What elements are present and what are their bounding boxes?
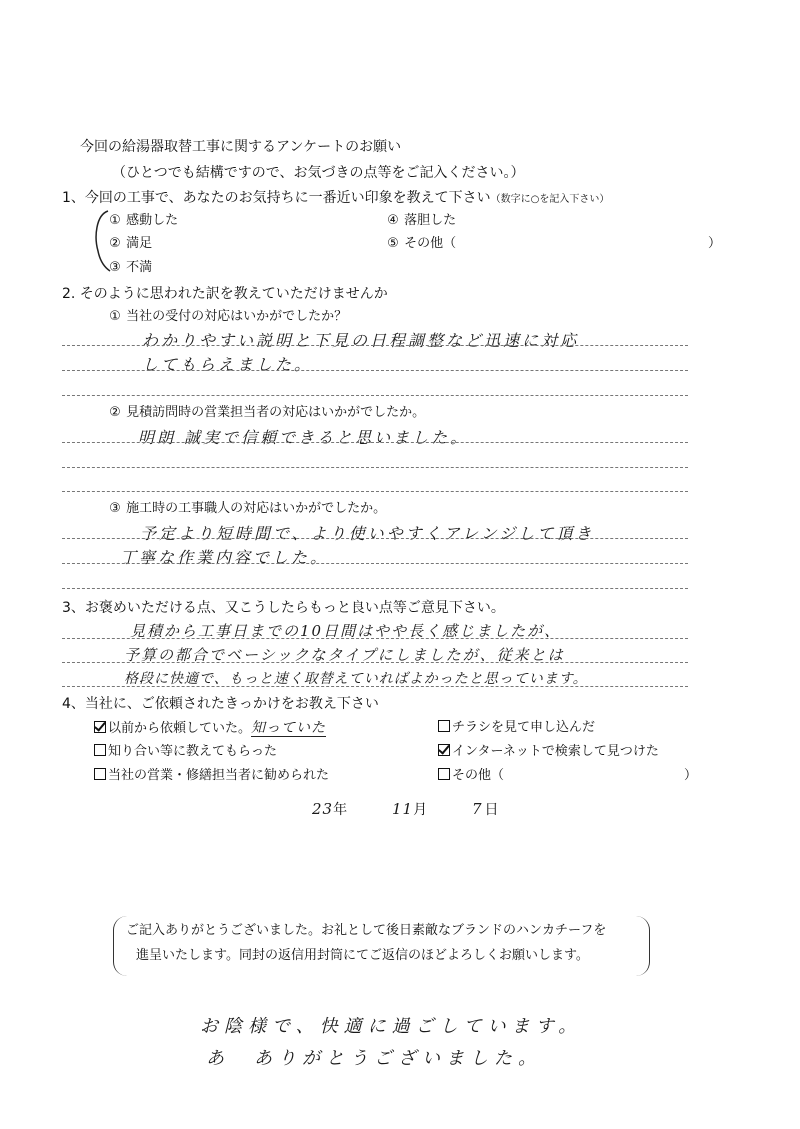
q2-sub2-question <box>108 404 425 422</box>
q1-option-4[interactable] <box>386 212 456 230</box>
day-unit: 日 <box>484 802 499 818</box>
checkbox-checked[interactable] <box>438 744 450 756</box>
q4-option-acquaintance[interactable] <box>94 743 277 761</box>
month-unit: 月 <box>413 802 428 818</box>
checkbox[interactable] <box>94 744 106 756</box>
handwritten-note: 知っていた <box>251 720 327 736</box>
option-label: 感動した <box>126 213 179 228</box>
checkbox-checked[interactable] <box>94 721 106 733</box>
notice-line1: ご記入ありがとうございました。お礼として後日素敵なブランドのハンカチーフを <box>126 923 607 938</box>
answer-line <box>62 442 688 443</box>
survey-title: 今回の給湯器取替工事に関するアンケートのお願い <box>80 139 402 155</box>
q1-other-close: ） <box>708 236 722 251</box>
sub-question: 見積訪問時の営業担当者の対応はいかがでしたか。 <box>126 405 426 420</box>
q1-option-3[interactable] <box>108 259 152 277</box>
sub-question: 施工時の工事職人の対応はいかがでしたか。 <box>126 501 387 516</box>
year-unit: 年 <box>333 802 348 818</box>
q4-option-internet[interactable] <box>438 743 659 761</box>
date-month: 11 <box>392 800 414 818</box>
q2-sub1-answer-line1: わかりやすい説明と下見の日程調整など迅速に対応 <box>142 331 580 350</box>
q4-option-other[interactable] <box>438 767 504 785</box>
answer-line <box>62 467 688 468</box>
answer-line <box>62 662 688 663</box>
closing-line2: あ ありがとうございました。 <box>206 1048 542 1069</box>
q4-option-sales[interactable] <box>94 767 329 785</box>
answer-line <box>62 345 688 346</box>
q1-note: （数字に○を記入下さい） <box>490 194 610 205</box>
q4-option-previous[interactable] <box>94 719 326 738</box>
q1-option-2[interactable] <box>108 235 152 253</box>
answer-line <box>62 588 688 589</box>
sub-number: ② <box>109 405 121 420</box>
option-number: ④ <box>387 213 399 228</box>
date-year: 23 <box>312 800 334 818</box>
option-label: その他（ <box>404 236 457 251</box>
option-label: 落胆した <box>404 213 457 228</box>
q1-label: 1、今回の工事で、あなたのお気持ちに一番近い印象を教えて下さい（数字に○を記入下さい） <box>62 190 610 206</box>
option-label: 当社の営業・修繕担当者に勧められた <box>108 768 330 783</box>
option-number: ⑤ <box>387 236 399 251</box>
answer-line <box>62 395 688 396</box>
option-label: チラシを見て申し込んだ <box>452 720 596 735</box>
checkbox[interactable] <box>94 768 106 780</box>
sub-number: ③ <box>109 501 121 516</box>
answer-line <box>62 370 688 371</box>
option-label: 知り合い等に教えてもらった <box>108 744 278 759</box>
option-label: インターネットで検索して見つけた <box>452 744 659 759</box>
answer-line <box>62 491 688 492</box>
q2-sub3-answer-line1: 予定より短時間で、より使いやすくアレンジして頂き <box>140 524 595 543</box>
q1-option-5[interactable] <box>386 235 456 253</box>
q2-sub3-question <box>108 500 386 518</box>
answer-line <box>62 538 688 539</box>
answer-line <box>62 563 688 564</box>
option-number: ① <box>109 213 121 228</box>
q2-sub1-question <box>108 308 347 326</box>
q2-sub2-answer-line1: 明朗 誠実で信頼できると思いました。 <box>138 428 470 447</box>
q2-sub1-answer-line2: してもらえました。 <box>142 355 314 374</box>
q2-sub3-answer-line2: 丁寧な作業内容でした。 <box>120 548 330 567</box>
q2-label: 2. そのように思われた訳を教えていただけませんか <box>62 286 388 302</box>
date-day: 7 <box>472 800 485 818</box>
q3-label: 3、お褒めいただける点、又こうしたらもっと良い点等ご意見下さい。 <box>62 600 505 616</box>
option-label: その他（ <box>452 768 505 783</box>
q4-other-close: ） <box>684 768 698 783</box>
closing-line1: お陰様で、快適に過ごしています。 <box>200 1016 583 1037</box>
answer-line <box>62 638 688 639</box>
sub-number: ① <box>109 309 121 324</box>
notice-line2: 進呈いたします。同封の返信用封筒にてご返信のほどよろしくお願いします。 <box>136 948 589 963</box>
option-label: 以前から依頼していた。 <box>108 721 252 736</box>
option-label: 満足 <box>126 236 153 251</box>
checkbox[interactable] <box>438 768 450 780</box>
option-number: ③ <box>109 260 121 275</box>
q4-option-flyer[interactable] <box>438 719 595 737</box>
date-row <box>312 800 499 819</box>
q3-answer-line1: 見積から工事日までの10日間はやや長く感じましたが、 <box>130 622 562 640</box>
q4-label: 4、当社に、ご依頼されたきっかけをお教え下さい <box>62 696 379 712</box>
q1-option-1[interactable] <box>108 212 178 230</box>
q3-answer-line2: 予算の都合でベーシックなタイプにしましたが、従来とは <box>124 646 565 664</box>
checkbox[interactable] <box>438 720 450 732</box>
sub-question: 当社の受付の対応はいかがでしたか？ <box>126 309 348 324</box>
q3-answer-line3: 格段に快適で、もっと速く取替えていればよかったと思っています。 <box>124 671 588 687</box>
option-label: 不満 <box>126 260 153 275</box>
option-number: ② <box>109 236 121 251</box>
answer-line <box>62 686 688 687</box>
survey-subtitle: （ひとつでも結構ですので、お気づきの点等をご記入ください。） <box>112 165 525 181</box>
